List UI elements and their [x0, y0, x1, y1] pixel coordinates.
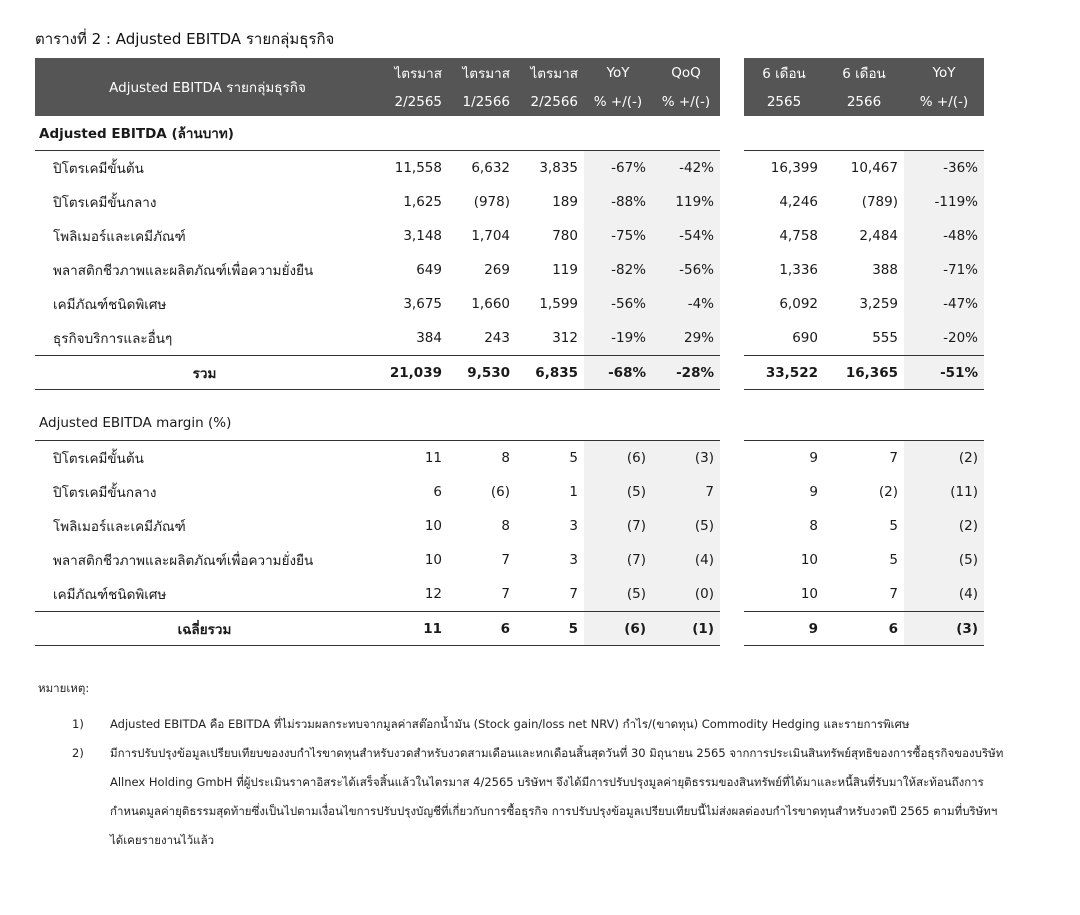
value-cell: -88% — [584, 185, 652, 219]
value-cell: 5 — [889, 552, 898, 568]
table-row — [35, 577, 984, 612]
value-cell: 9 — [809, 484, 818, 500]
row-label: เคมีภัณฑ์ชนิดพิเศษ — [53, 587, 167, 603]
column-gap — [720, 321, 744, 356]
section-title: Adjusted EBITDA margin (%) — [39, 415, 232, 431]
ebitda-table — [35, 58, 984, 646]
value-cell: (11) — [904, 475, 984, 509]
value-cell: 555 — [872, 330, 898, 346]
value-cell: 6 — [824, 612, 904, 646]
value-cell: 8 — [448, 441, 516, 476]
value-cell: 1,625 — [403, 194, 442, 210]
column-gap — [720, 509, 744, 543]
table-row — [35, 509, 984, 543]
value-cell: 690 — [792, 330, 818, 346]
header-cell: 2/2565 — [380, 87, 448, 116]
column-gap — [720, 185, 744, 219]
table-row — [35, 321, 984, 356]
header-cell: 2/2566 — [516, 87, 584, 116]
table-body — [35, 116, 984, 646]
value-cell: 8 — [501, 518, 510, 534]
footnotes — [38, 680, 1010, 855]
value-cell: 1,704 — [471, 228, 510, 244]
value-cell: -20% — [904, 321, 984, 356]
header-cell: % +/(-) — [652, 87, 720, 116]
value-cell: 3,148 — [403, 228, 442, 244]
value-cell: 1,336 — [779, 262, 818, 278]
value-cell: (5) — [904, 543, 984, 577]
value-cell: -47% — [904, 287, 984, 321]
value-cell: 10 — [800, 586, 818, 602]
value-cell: 119 — [552, 262, 578, 278]
footnote-number: 1) — [72, 717, 84, 731]
value-cell: 780 — [552, 228, 578, 244]
value-cell: (2) — [904, 509, 984, 543]
value-cell: 7 — [652, 475, 720, 509]
column-gap — [720, 441, 744, 476]
value-cell: (1) — [652, 612, 720, 646]
header-cell: % +/(-) — [904, 87, 984, 116]
value-cell: -67% — [584, 151, 652, 186]
value-cell: 5 — [516, 612, 584, 646]
table-header — [35, 58, 984, 116]
row-label: ปิโตรเคมีขั้นต้น — [35, 441, 380, 476]
value-cell: (7) — [584, 509, 652, 543]
value-cell: (6) — [584, 441, 652, 476]
header-cell: 6 เดือน — [824, 58, 904, 87]
section-header-row — [35, 116, 984, 151]
value-cell: 7 — [889, 586, 898, 602]
column-gap — [720, 287, 744, 321]
value-cell: 9 — [744, 441, 824, 476]
value-cell: 10 — [424, 552, 442, 568]
footnote — [38, 710, 1010, 739]
row-label: พลาสติกชีวภาพและผลิตภัณฑ์เพื่อความยั่งยืน — [53, 553, 314, 569]
total-row — [35, 612, 984, 646]
footnote-number: 2) — [72, 746, 84, 760]
value-cell: 9,530 — [448, 356, 516, 390]
value-cell: 2,484 — [859, 228, 898, 244]
value-cell: 10 — [424, 518, 442, 534]
value-cell: 4,246 — [779, 194, 818, 210]
value-cell: -82% — [584, 253, 652, 287]
table-row — [35, 185, 984, 219]
value-cell: 16,399 — [744, 151, 824, 186]
total-row — [35, 356, 984, 390]
value-cell: (5) — [652, 509, 720, 543]
column-gap — [720, 543, 744, 577]
value-cell: 189 — [552, 194, 578, 210]
value-cell: 388 — [872, 262, 898, 278]
value-cell: 12 — [424, 586, 442, 602]
value-cell: -75% — [584, 219, 652, 253]
value-cell: 6,632 — [448, 151, 516, 186]
value-cell: 649 — [416, 262, 442, 278]
value-cell: 4,758 — [779, 228, 818, 244]
value-cell: (3) — [904, 612, 984, 646]
table-row — [35, 475, 984, 509]
value-cell: 29% — [652, 321, 720, 356]
value-cell: (5) — [584, 475, 652, 509]
value-cell: (4) — [652, 543, 720, 577]
row-label: ปิโตรเคมีขั้นกลาง — [53, 485, 157, 501]
header-cell: 2566 — [824, 87, 904, 116]
value-cell: -36% — [904, 151, 984, 186]
column-gap — [720, 356, 744, 390]
value-cell: 21,039 — [380, 356, 448, 390]
value-cell: 5 — [889, 518, 898, 534]
value-cell: 312 — [552, 330, 578, 346]
value-cell: 7 — [501, 586, 510, 602]
header-cell: % +/(-) — [584, 87, 652, 116]
value-cell: -54% — [652, 219, 720, 253]
value-cell: 8 — [809, 518, 818, 534]
value-cell: 9 — [744, 612, 824, 646]
value-cell: -42% — [652, 151, 720, 186]
value-cell: 7 — [569, 586, 578, 602]
value-cell: -19% — [584, 321, 652, 356]
footnote-text: มีการปรับปรุงข้อมูลเปรียบเทียบของงบกำไรขาดทุนสำหรับงวดสำหรับงวดสามเดือนและหกเดือนสิ้นสุดวันที่ 30 มิถุนายน 2565 จากการประเมินสินทรัพย์สุทธิของการซื้อธุรกิจของบริษัท Allnex Holding GmbH ที่ผู้ประเมินราคาอิสระได้เสร็จสิ้นแล้วในไตรมาส 4/2565 บริษัทฯ จึงได้มีการปรับปรุงมูลค่ายุติธรรมของสินทรัพย์ที่ได้มาและหนี้สินที่รับมาให้สะท้อนถึงการกำหนดมูลค่ายุติธรรมสุดท้ายซึ่งเป็นไปตามเงื่อนไขการปรับปรุงบัญชีที่เกี่ยวกับการซื้อธุรกิจ การปรับปรุงข้อมูลเปรียบเทียบนี้ไม่ส่งผลต่องบกำไรขาดทุนสำหรับงวดปี 2565 ตามที่บริษัทฯ ได้เคยรายงานไว้แล้ว — [110, 746, 1004, 847]
row-label: โพลิเมอร์และเคมีภัณฑ์ — [53, 229, 186, 245]
value-cell: 6,092 — [779, 296, 818, 312]
value-cell: (0) — [652, 577, 720, 612]
header-cell: QoQ — [652, 58, 720, 87]
header-cell: ไตรมาส — [516, 58, 584, 87]
row-label: โพลิเมอร์และเคมีภัณฑ์ — [53, 519, 186, 535]
value-cell: (2) — [904, 441, 984, 476]
column-gap — [720, 577, 744, 612]
row-label: เฉลี่ยรวม — [35, 612, 380, 646]
column-gap — [720, 253, 744, 287]
section-spacer — [35, 390, 984, 407]
value-cell: 119% — [652, 185, 720, 219]
value-cell: 11,558 — [380, 151, 448, 186]
value-cell: 6 — [448, 612, 516, 646]
value-cell: (978) — [473, 194, 510, 210]
row-label: พลาสติกชีวภาพและผลิตภัณฑ์เพื่อความยั่งยืน — [53, 263, 314, 279]
row-label: ปิโตรเคมีขั้นต้น — [35, 151, 380, 186]
value-cell: 3,835 — [516, 151, 584, 186]
table-title: ตารางที่ 2 : Adjusted EBITDA รายกลุ่มธุรกิจ — [35, 30, 335, 48]
header-cell: YoY — [904, 58, 984, 87]
header-cell: 2565 — [744, 87, 824, 116]
column-gap — [720, 151, 744, 186]
row-label: เคมีภัณฑ์ชนิดพิเศษ — [53, 297, 167, 313]
value-cell: -56% — [584, 287, 652, 321]
footnotes-heading: หมายเหตุ: — [38, 681, 90, 695]
section-title: Adjusted EBITDA (ล้านบาท) — [39, 126, 234, 142]
table-row — [35, 543, 984, 577]
header-gap — [720, 87, 744, 116]
value-cell: 6,835 — [516, 356, 584, 390]
header-cell: 1/2566 — [448, 87, 516, 116]
value-cell: -68% — [584, 356, 652, 390]
value-cell: 10 — [800, 552, 818, 568]
spacer-cell — [35, 390, 984, 407]
column-gap — [720, 475, 744, 509]
row-label: ปิโตรเคมีขั้นกลาง — [53, 195, 157, 211]
value-cell: 7 — [824, 441, 904, 476]
value-cell: 7 — [501, 552, 510, 568]
value-cell: 3,675 — [403, 296, 442, 312]
header-cell: ไตรมาส — [380, 58, 448, 87]
value-cell: 3 — [569, 518, 578, 534]
value-cell: -51% — [904, 356, 984, 390]
table-row — [35, 151, 984, 186]
value-cell: -71% — [904, 253, 984, 287]
table-row — [35, 287, 984, 321]
section-header-row — [35, 406, 984, 441]
value-cell: -4% — [652, 287, 720, 321]
value-cell: (4) — [904, 577, 984, 612]
value-cell: 3,259 — [859, 296, 898, 312]
value-cell: 1,599 — [539, 296, 578, 312]
value-cell: 1 — [569, 484, 578, 500]
value-cell: -119% — [904, 185, 984, 219]
value-cell: 243 — [484, 330, 510, 346]
header-label: Adjusted EBITDA รายกลุ่มธุรกิจ — [35, 58, 380, 116]
footnote — [38, 739, 1010, 855]
value-cell: (6) — [490, 484, 510, 500]
value-cell: (2) — [878, 484, 898, 500]
value-cell: -56% — [652, 253, 720, 287]
value-cell: 11 — [380, 612, 448, 646]
value-cell: 16,365 — [824, 356, 904, 390]
value-cell: (5) — [584, 577, 652, 612]
value-cell: 3 — [569, 552, 578, 568]
value-cell: -48% — [904, 219, 984, 253]
value-cell: (3) — [652, 441, 720, 476]
value-cell: 6 — [433, 484, 442, 500]
column-gap — [720, 219, 744, 253]
value-cell: 10,467 — [824, 151, 904, 186]
row-label: รวม — [35, 356, 380, 390]
table-row — [35, 253, 984, 287]
value-cell: (789) — [861, 194, 898, 210]
table-row — [35, 441, 984, 476]
value-cell: (7) — [584, 543, 652, 577]
table-row — [35, 219, 984, 253]
row-label: ธุรกิจบริการและอื่นๆ — [53, 331, 173, 347]
header-gap — [720, 58, 744, 87]
value-cell: 5 — [516, 441, 584, 476]
value-cell: 384 — [416, 330, 442, 346]
value-cell: 11 — [380, 441, 448, 476]
value-cell: 1,660 — [471, 296, 510, 312]
column-gap — [720, 612, 744, 646]
value-cell: 269 — [484, 262, 510, 278]
header-cell: YoY — [584, 58, 652, 87]
value-cell: -28% — [652, 356, 720, 390]
footnote-text: Adjusted EBITDA คือ EBITDA ที่ไม่รวมผลกระทบจากมูลค่าสต๊อกน้ำมัน (Stock gain/loss net NRV) กำไร/(ขาดทุน) Commodity Hedging และรายการพิเศษ — [110, 717, 910, 731]
header-cell: ไตรมาส — [448, 58, 516, 87]
header-cell: 6 เดือน — [744, 58, 824, 87]
value-cell: (6) — [584, 612, 652, 646]
value-cell: 33,522 — [744, 356, 824, 390]
